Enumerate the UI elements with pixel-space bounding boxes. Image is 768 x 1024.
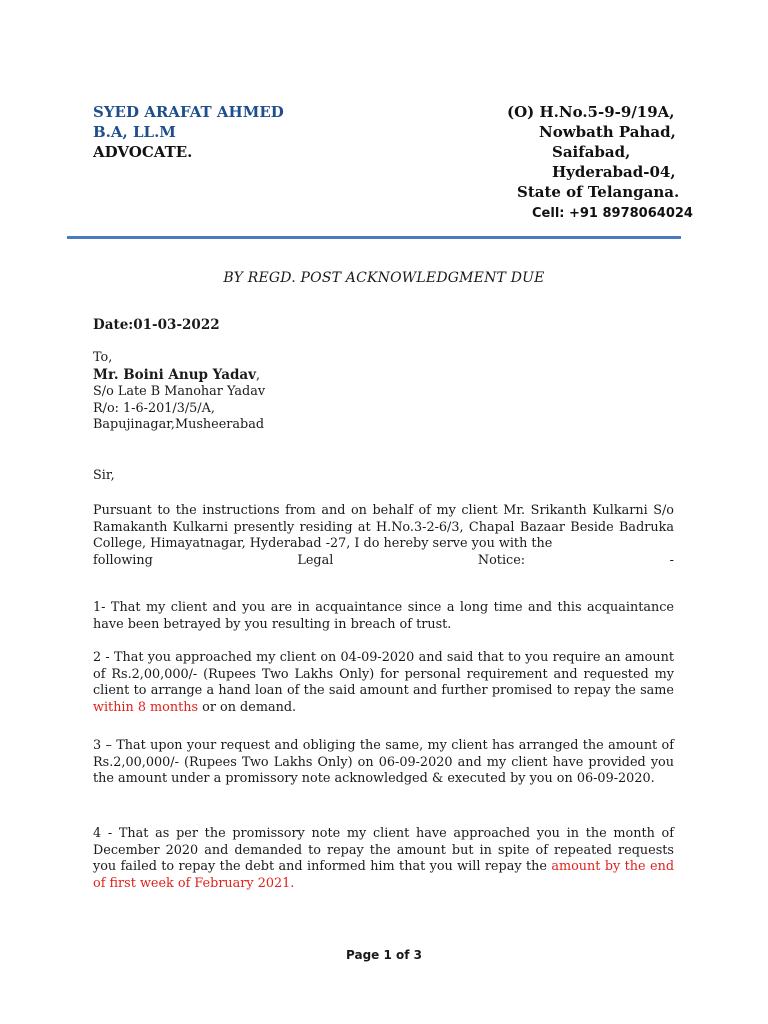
- paragraph-2: [93, 650, 674, 716]
- salutation: Sir,: [93, 468, 115, 483]
- letterhead-divider: [67, 236, 681, 239]
- intro-word: Notice:: [477, 552, 526, 568]
- paragraph-2-tail: or on demand.: [198, 699, 297, 715]
- addressee-name-suffix: ,: [256, 367, 261, 383]
- intro-last-line: [93, 553, 674, 570]
- address-line: State of Telangana.: [517, 183, 680, 201]
- paragraph-4: [93, 826, 674, 892]
- addressee-block: [93, 350, 674, 434]
- addressee-name: Mr. Boini Anup Yadav: [93, 366, 257, 383]
- addressee-line: S/o Late B Manohar Yadav: [93, 384, 266, 399]
- intro-word: -: [669, 552, 674, 568]
- addressee-line: Bapujinagar,Musheerabad: [93, 417, 265, 432]
- address-line: Hyderabad-04,: [552, 163, 676, 181]
- intro-word: following: [93, 552, 153, 568]
- paragraph-3: 3 – That upon your request and obliging the same, my client has arranged the amount of Rs.2,00,000/- (Rupees Two Lakhs Only) on 06-09-2020 and my client have provided you the amount under a promissory note acknowledged & executed by you on 06-09-2020.: [93, 738, 674, 786]
- page-number: Page 1 of 3: [346, 948, 422, 962]
- sender-cell: Cell: +91 8978064024: [532, 206, 693, 221]
- address-line: (O) H.No.5-9-9/19A,: [507, 103, 675, 121]
- intro-text: Pursuant to the instructions from and on behalf of my client Mr. Srikanth Kulkarni S/o Ramakanth Kulkarni presently residing at H.No.3-2-6/3, Chapal Bazaar Beside Badruka College, Himayatnagar, Hyderabad -27, I do hereby serve you with the: [93, 503, 674, 551]
- addressee-line: R/o: 1-6-201/3/5/A,: [93, 400, 215, 416]
- paragraph-2-text: 2 - That you approached my client on 04-09-2020 and said that to you require an amount of Rs.2,00,000/- (Rupees Two Lakhs Only) for personal requirement and requested my client to arrange a hand loan of the said amount and further promised to repay the same: [93, 650, 674, 698]
- intro-word: Legal: [297, 552, 334, 568]
- paragraph-4-highlight: amount by the end of first week of February 2021.: [93, 859, 675, 891]
- sender-role: ADVOCATE.: [93, 143, 193, 161]
- delivery-mode: BY REGD. POST ACKNOWLEDGMENT DUE: [223, 270, 545, 286]
- sender-name: SYED ARAFAT AHMED: [93, 103, 284, 121]
- address-line: Nowbath Pahad,: [539, 123, 676, 141]
- address-line: Saifabad,: [552, 143, 631, 161]
- sender-degree: B.A, LL.M: [93, 123, 176, 141]
- paragraph-1: 1- That my client and you are in acquaintance since a long time and this acquaintance have been betrayed by you resulting in breach of trust.: [93, 600, 674, 632]
- letter-date: Date:01-03-2022: [93, 317, 220, 333]
- letterhead-address: [445, 102, 693, 224]
- addressee-name-line: [93, 367, 674, 385]
- intro-paragraph: [93, 503, 674, 569]
- to-label: To,: [93, 350, 113, 365]
- paragraph-4-text: 4 - That as per the promissory note my client have approached you in the month of December 2020 and demanded to repay the amount but in spite of repeated requests you failed to repay the debt and informed him that you will repay the: [93, 826, 674, 874]
- letterhead-sender: [93, 102, 284, 162]
- paragraph-2-highlight: within 8 months: [93, 699, 199, 715]
